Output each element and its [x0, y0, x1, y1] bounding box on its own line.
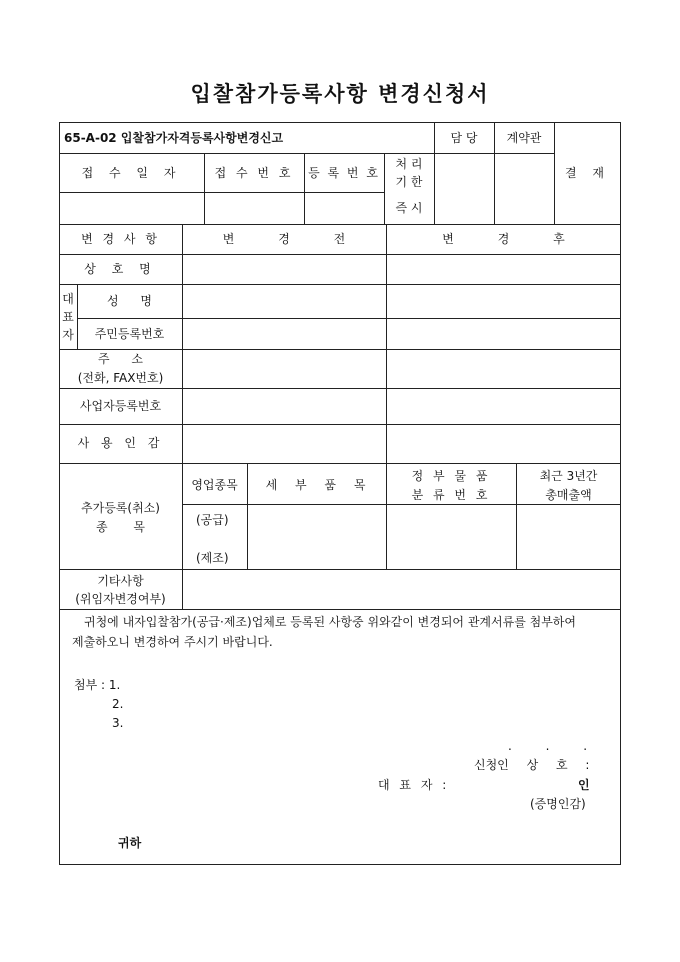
total-sales-header: 총매출액: [545, 488, 592, 502]
form-code: 65-A-02 입찰참가자격등록사항변경신고: [64, 131, 284, 145]
after-change-header: 변 경 후: [442, 232, 565, 246]
representative-label: 대: [62, 292, 74, 306]
processing-label: 처 리: [395, 157, 423, 171]
reception-number-label: 접 수 번 호: [214, 166, 294, 180]
other-matters-label: 기타사항: [97, 574, 144, 588]
rule: [182, 224, 183, 609]
rep-id-label: 주민등록번호: [94, 327, 165, 341]
representative-label: 표: [62, 310, 74, 324]
certified-seal-note: (증명인감): [530, 797, 586, 811]
recipient-label: 귀하: [118, 836, 142, 850]
page-title: 입찰참가등록사항 변경신청서: [190, 81, 490, 106]
rule: [386, 224, 387, 569]
manufacture-label: (제조): [196, 551, 229, 565]
rule: [59, 388, 621, 389]
rule: [59, 192, 384, 193]
rule: [59, 463, 621, 464]
rule: [59, 254, 621, 255]
seal-label: 사 용 인 감: [77, 436, 164, 450]
deadline-label: 기 한: [395, 175, 423, 189]
rule: [304, 153, 305, 224]
attachment-item-2: 2.: [112, 697, 124, 711]
rule: [77, 318, 621, 319]
damdang-label: 담 당: [450, 131, 478, 145]
sales-header: 최근 3년간: [539, 469, 598, 483]
company-name-label: 상 호 명: [84, 262, 157, 276]
change-item-header: 변 경 사 항: [81, 232, 160, 246]
category-label: 종 목: [96, 520, 145, 534]
detail-items-header: 세 부 품 목: [265, 478, 368, 492]
rule: [59, 424, 621, 425]
gov-class-header: 정 부 물 품: [411, 469, 491, 483]
rule: [59, 349, 621, 350]
rule: [59, 569, 621, 570]
before-change-header: 변 경 전: [222, 232, 346, 246]
business-reg-label: 사업자등록번호: [79, 399, 162, 413]
seal-mark: 인: [578, 778, 590, 792]
registration-number-label: 등 록 번 호: [308, 166, 380, 180]
delegate-change-label: (위임자변경여부): [75, 592, 166, 606]
rep-name-label: 성 명: [107, 294, 152, 308]
rule: [59, 224, 621, 225]
attachment-item-3: 3.: [112, 716, 124, 730]
reception-date-label: 접 수 일 자: [81, 166, 182, 180]
gyeyakgwan-label: 계약관: [506, 131, 542, 145]
supply-label: (공급): [196, 513, 229, 527]
address-label: 주 소: [98, 352, 143, 366]
rule: [204, 153, 205, 224]
applicant-rep-label: 대 표 자 :: [378, 778, 450, 792]
attachment-label: 첨부 : 1.: [74, 678, 121, 692]
applicant-trade-label: 신청인 상 호 :: [474, 758, 590, 772]
additional-registration-label: 추가등록(취소): [81, 501, 160, 515]
phone-fax-label: (전화, FAX번호): [77, 371, 164, 385]
request-statement: 귀청에 내자입찰참가(공급·제조)업체로 등록된 사항중 위와같이 변경되어 관계서류를 첨부하여 제출하오니 변경하여 주시기 바랍니다.: [72, 615, 576, 649]
rule: [59, 609, 621, 610]
gov-class-number-header: 분 류 번 호: [411, 488, 491, 502]
business-type-header: 영업종목: [191, 478, 238, 492]
gyeoljae-label: 결 재: [565, 166, 610, 180]
date-dots: . . .: [508, 739, 588, 753]
rule: [59, 153, 434, 154]
immediate-label: 즉 시: [395, 201, 423, 215]
rule: [59, 284, 621, 285]
representative-label: 자: [62, 328, 74, 342]
